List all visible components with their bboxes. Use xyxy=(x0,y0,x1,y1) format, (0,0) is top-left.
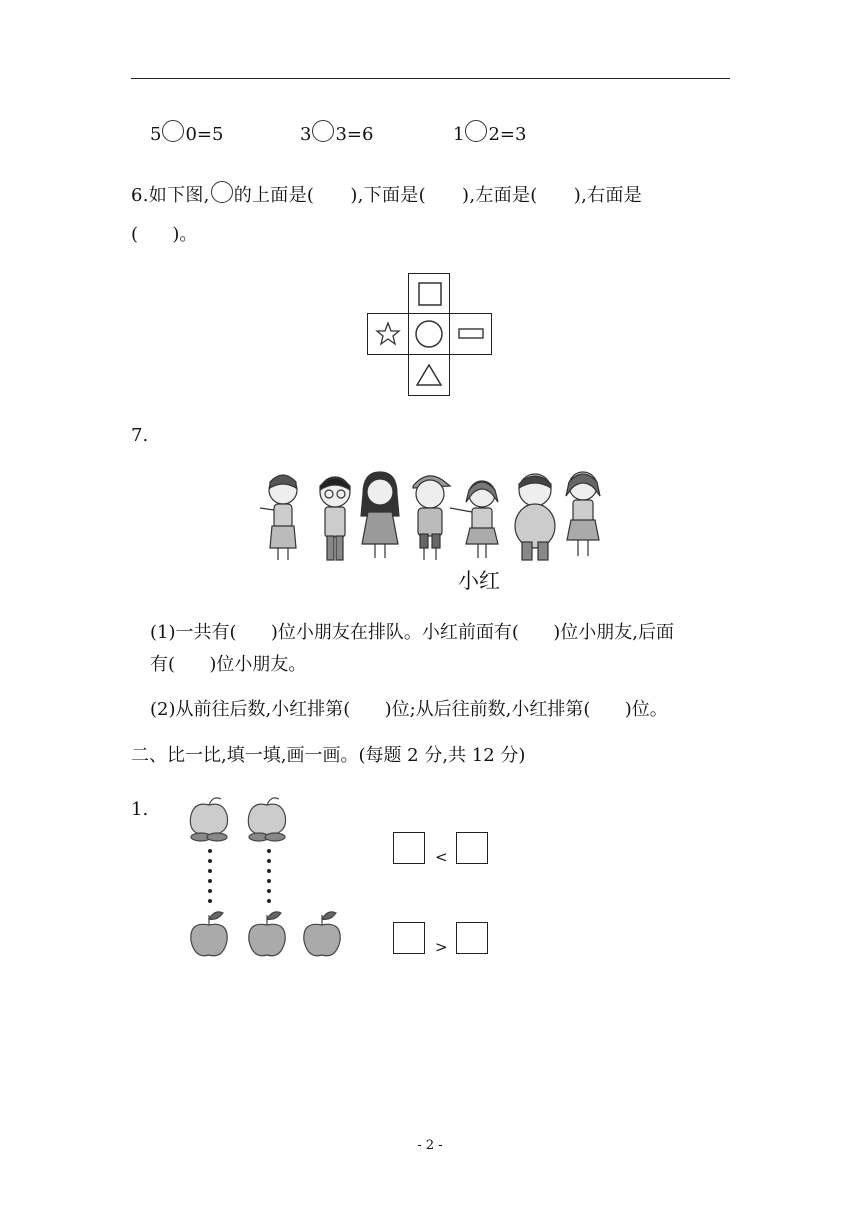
peach-icon xyxy=(190,798,227,841)
dotted-connector xyxy=(208,849,212,903)
answer-box-2[interactable] xyxy=(456,832,488,864)
greater-than-sign: > xyxy=(435,938,448,956)
header-rule xyxy=(131,78,730,79)
circle-shape-icon xyxy=(409,314,451,356)
equation-1 xyxy=(150,120,223,144)
grid-cell-left xyxy=(367,313,409,355)
circle-icon xyxy=(211,181,233,203)
answer-box-4[interactable] xyxy=(456,922,488,954)
q7-sub1-line2: 有( )位小朋友。 xyxy=(150,654,307,675)
children-illustration xyxy=(250,468,620,568)
apple-icon xyxy=(304,912,340,956)
eq3-left: 1 xyxy=(453,124,465,145)
less-than-sign: < xyxy=(435,848,448,866)
answer-box-3[interactable] xyxy=(393,922,425,954)
grid-cell-right xyxy=(449,313,492,355)
page-number: - 2 - xyxy=(417,1138,443,1153)
child-6 xyxy=(515,474,555,560)
child-2 xyxy=(320,477,350,560)
child-4 xyxy=(413,476,450,560)
q6-line1 xyxy=(131,181,642,205)
eq1-right: 0=5 xyxy=(185,124,224,145)
child-7 xyxy=(566,472,600,556)
square-icon xyxy=(409,274,451,315)
q7-sub1-line1: (1)一共有( )位小朋友在排队。小红前面有( )位小朋友,后面 xyxy=(150,622,674,643)
child-1 xyxy=(260,475,297,560)
fruit-comparison-illustration xyxy=(185,795,350,965)
grid-cell-top xyxy=(408,273,450,314)
q6-blanks: 的上面是( ),下面是( ),左面是( ),右面是 xyxy=(233,185,642,206)
answer-circle-2[interactable] xyxy=(312,120,334,142)
section2-heading: 二、比一比,填一填,画一画。(每题 2 分,共 12 分) xyxy=(131,745,526,766)
equation-3 xyxy=(453,120,526,144)
dotted-connector xyxy=(267,849,271,903)
grid-cell-bottom xyxy=(408,354,450,396)
answer-box-1[interactable] xyxy=(393,832,425,864)
apple-icon xyxy=(249,912,285,956)
triangle-icon xyxy=(409,355,451,397)
apple-icon xyxy=(191,912,227,956)
eq2-right: 3=6 xyxy=(335,124,374,145)
eq1-left: 5 xyxy=(150,124,162,145)
answer-circle-1[interactable] xyxy=(162,120,184,142)
q7-sub2: (2)从前往后数,小红排第( )位;从后往前数,小红排第( )位。 xyxy=(150,699,668,720)
child-5-xiaohong xyxy=(450,481,498,558)
star-icon xyxy=(368,314,410,356)
xiaohong-caption: 小红 xyxy=(458,569,500,593)
s2q1-number: 1. xyxy=(131,799,149,820)
grid-cell-center xyxy=(408,313,450,355)
peach-icon xyxy=(248,798,285,841)
rectangle-icon xyxy=(450,314,493,356)
child-3 xyxy=(361,472,399,558)
eq3-right: 2=3 xyxy=(488,124,527,145)
eq2-left: 3 xyxy=(300,124,312,145)
answer-circle-3[interactable] xyxy=(465,120,487,142)
q7-number: 7. xyxy=(131,425,149,446)
q6-intro: 6.如下图, xyxy=(131,185,210,206)
q6-line2: ( )。 xyxy=(131,224,198,245)
equation-2 xyxy=(300,120,373,144)
